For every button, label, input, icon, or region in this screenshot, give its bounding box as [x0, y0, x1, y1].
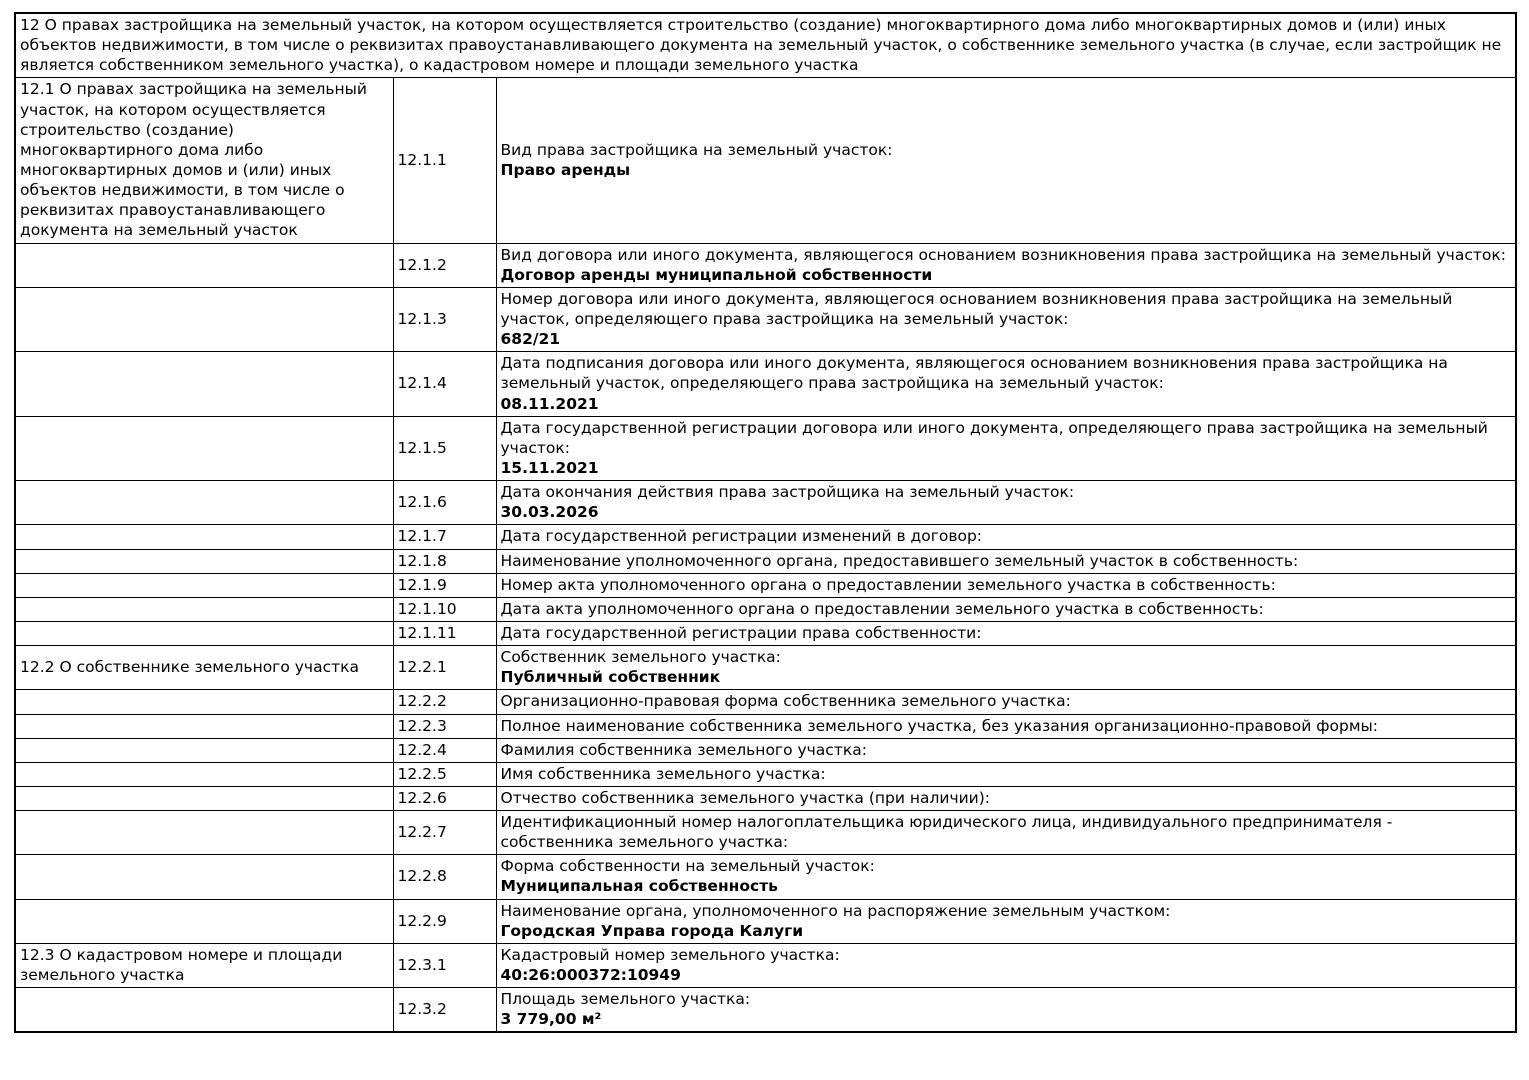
- field-value: 40:26:000372:10949: [500, 966, 681, 985]
- section-label-cell: [15, 597, 393, 621]
- row-content-cell: [496, 988, 1516, 1033]
- field-label: Кадастровый номер земельного участка:: [500, 945, 840, 964]
- section-label-cell: [15, 416, 393, 480]
- row-code-cell: 12.2.5: [393, 762, 496, 786]
- section-label-cell: [15, 855, 393, 899]
- table-row: [15, 646, 1516, 690]
- table-row: [15, 525, 1516, 549]
- table-row: [15, 597, 1516, 621]
- table-row: [15, 762, 1516, 786]
- section-label-cell: [15, 899, 393, 943]
- table-row: [15, 811, 1516, 855]
- field-label: Форма собственности на земельный участок:: [500, 857, 875, 876]
- section-label-cell: [15, 481, 393, 525]
- table-body: [15, 13, 1516, 1032]
- field-value: 30.03.2026: [500, 503, 599, 522]
- table-row: [15, 943, 1516, 987]
- row-content-cell: [496, 573, 1516, 597]
- row-code-cell: 12.1.6: [393, 481, 496, 525]
- table-row: [15, 78, 1516, 243]
- row-code-cell: 12.1.9: [393, 573, 496, 597]
- section-label-cell: [15, 988, 393, 1033]
- field-label: Номер договора или иного документа, являющегося основанием возникновения права застройщика на земельный участок, определяющего права застройщика на земельный участок:: [500, 289, 1453, 328]
- row-code-cell: 12.1.5: [393, 416, 496, 480]
- field-label: Наименование органа, уполномоченного на распоряжение земельным участком:: [500, 901, 1171, 920]
- row-content-cell: [496, 352, 1516, 416]
- field-value: Право аренды: [500, 160, 631, 179]
- field-value: 08.11.2021: [500, 394, 599, 413]
- row-code-cell: 12.1.3: [393, 287, 496, 351]
- declaration-table: [14, 12, 1517, 1033]
- row-code-cell: 12.1.2: [393, 243, 496, 287]
- row-code-cell: 12.2.9: [393, 899, 496, 943]
- row-content-cell: [496, 416, 1516, 480]
- row-code-cell: 12.1.11: [393, 621, 496, 645]
- row-content-cell: [496, 943, 1516, 987]
- row-code-cell: 12.1.8: [393, 549, 496, 573]
- row-code-cell: 12.1.4: [393, 352, 496, 416]
- row-content-cell: [496, 525, 1516, 549]
- row-code-cell: 12.2.2: [393, 690, 496, 714]
- table-row: [15, 243, 1516, 287]
- row-content-cell: [496, 899, 1516, 943]
- field-label: Номер акта уполномоченного органа о предоставлении земельного участка в собственность:: [500, 575, 1276, 594]
- row-content-cell: [496, 811, 1516, 855]
- field-label: Дата государственной регистрации изменений в договор:: [500, 527, 983, 546]
- table-row: [15, 549, 1516, 573]
- row-content-cell: [496, 714, 1516, 738]
- row-content-cell: [496, 855, 1516, 899]
- table-row: [15, 621, 1516, 645]
- section-label-cell: [15, 786, 393, 810]
- row-code-cell: 12.2.8: [393, 855, 496, 899]
- field-label: Дата акта уполномоченного органа о предоставлении земельного участка в собственность:: [500, 599, 1264, 618]
- field-label: Организационно-правовая форма собственника земельного участка:: [500, 692, 1071, 711]
- section-label-cell: [15, 621, 393, 645]
- row-content-cell: [496, 549, 1516, 573]
- section-label-cell: [15, 714, 393, 738]
- row-content-cell: [496, 690, 1516, 714]
- section-label-cell: [15, 690, 393, 714]
- row-code-cell: 12.1.1: [393, 78, 496, 243]
- row-content-cell: [496, 597, 1516, 621]
- row-content-cell: [496, 738, 1516, 762]
- section-label-cell: 12.3 О кадастровом номере и площади земельного участка: [15, 943, 393, 987]
- row-content-cell: [496, 646, 1516, 690]
- section-label-cell: [15, 549, 393, 573]
- row-content-cell: [496, 243, 1516, 287]
- field-label: Дата государственной регистрации договора или иного документа, определяющего права застройщика на земельный участок:: [500, 418, 1488, 457]
- row-content-cell: [496, 287, 1516, 351]
- table-row: [15, 988, 1516, 1033]
- row-code-cell: 12.2.1: [393, 646, 496, 690]
- section-label-cell: 12.1 О правах застройщика на земельный участок, на котором осуществляется строительство (создание) многоквартирного дома либо многоквартирных домов и (или) иных объектов недвижимости, в том числе о реквизитах правоустанавливающего документа на земельный участок: [15, 78, 393, 243]
- table-row: [15, 786, 1516, 810]
- section-header-row: [15, 13, 1516, 78]
- field-value: Муниципальная собственность: [500, 877, 778, 896]
- field-value: Публичный собственник: [500, 668, 721, 687]
- row-code-cell: 12.1.7: [393, 525, 496, 549]
- field-label: Фамилия собственника земельного участка:: [500, 740, 867, 759]
- row-code-cell: 12.2.6: [393, 786, 496, 810]
- field-label: Полное наименование собственника земельного участка, без указания организационно-правовой формы:: [500, 716, 1379, 735]
- section-label-cell: [15, 243, 393, 287]
- section-label-cell: [15, 573, 393, 597]
- field-label: Вид права застройщика на земельный участок:: [500, 140, 893, 159]
- section-label-cell: 12.2 О собственнике земельного участка: [15, 646, 393, 690]
- table-row: [15, 690, 1516, 714]
- field-value: Городская Управа города Калуги: [500, 921, 804, 940]
- section-label-cell: [15, 738, 393, 762]
- table-row: [15, 287, 1516, 351]
- table-row: [15, 573, 1516, 597]
- section-label-cell: [15, 811, 393, 855]
- row-code-cell: 12.2.4: [393, 738, 496, 762]
- row-content-cell: [496, 481, 1516, 525]
- section-label-cell: [15, 525, 393, 549]
- row-content-cell: [496, 786, 1516, 810]
- section-label-cell: [15, 352, 393, 416]
- section-header: 12 О правах застройщика на земельный участок, на котором осуществляется строительство (создание) многоквартирного дома либо многоквартирных домов и (или) иных объектов недвижимости, в том числе о реквизитах правоустанавливающего документа на земельный участок, о собственнике земельного участка (в случае, если застройщик не является собственником земельного участка), о кадастровом номере и площади земельного участка: [15, 13, 1516, 78]
- table-row: [15, 899, 1516, 943]
- field-value: 3 779,00 м²: [500, 1010, 602, 1029]
- row-content-cell: [496, 621, 1516, 645]
- field-value: 15.11.2021: [500, 458, 599, 477]
- field-value: 682/21: [500, 330, 561, 349]
- field-label: Дата государственной регистрации права собственности:: [500, 623, 982, 642]
- section-label-cell: [15, 287, 393, 351]
- table-row: [15, 738, 1516, 762]
- row-code-cell: 12.2.3: [393, 714, 496, 738]
- row-content-cell: [496, 762, 1516, 786]
- field-label: Вид договора или иного документа, являющегося основанием возникновения права застройщика на земельный участок:: [500, 245, 1506, 264]
- table-row: [15, 714, 1516, 738]
- field-label: Площадь земельного участка:: [500, 990, 751, 1009]
- row-content-cell: [496, 78, 1516, 243]
- table-row: [15, 481, 1516, 525]
- field-label: Имя собственника земельного участка:: [500, 764, 826, 783]
- table-row: [15, 855, 1516, 899]
- row-code-cell: 12.3.1: [393, 943, 496, 987]
- row-code-cell: 12.3.2: [393, 988, 496, 1033]
- table-row: [15, 416, 1516, 480]
- field-label: Дата подписания договора или иного документа, являющегося основанием возникновения права застройщика на земельный участок, определяющего права застройщика на земельный участок:: [500, 354, 1448, 393]
- field-value: Договор аренды муниципальной собственности: [500, 265, 933, 284]
- field-label: Наименование уполномоченного органа, предоставившего земельный участок в собственность:: [500, 551, 1299, 570]
- row-code-cell: 12.1.10: [393, 597, 496, 621]
- field-label: Дата окончания действия права застройщика на земельный участок:: [500, 483, 1075, 502]
- table-row: [15, 352, 1516, 416]
- field-label: Отчество собственника земельного участка (при наличии):: [500, 788, 991, 807]
- row-code-cell: 12.2.7: [393, 811, 496, 855]
- field-label: Идентификационный номер налогоплательщика юридического лица, индивидуального предпринимателя - собственника земельного участка:: [500, 813, 1393, 852]
- field-label: Собственник земельного участка:: [500, 648, 781, 667]
- section-label-cell: [15, 762, 393, 786]
